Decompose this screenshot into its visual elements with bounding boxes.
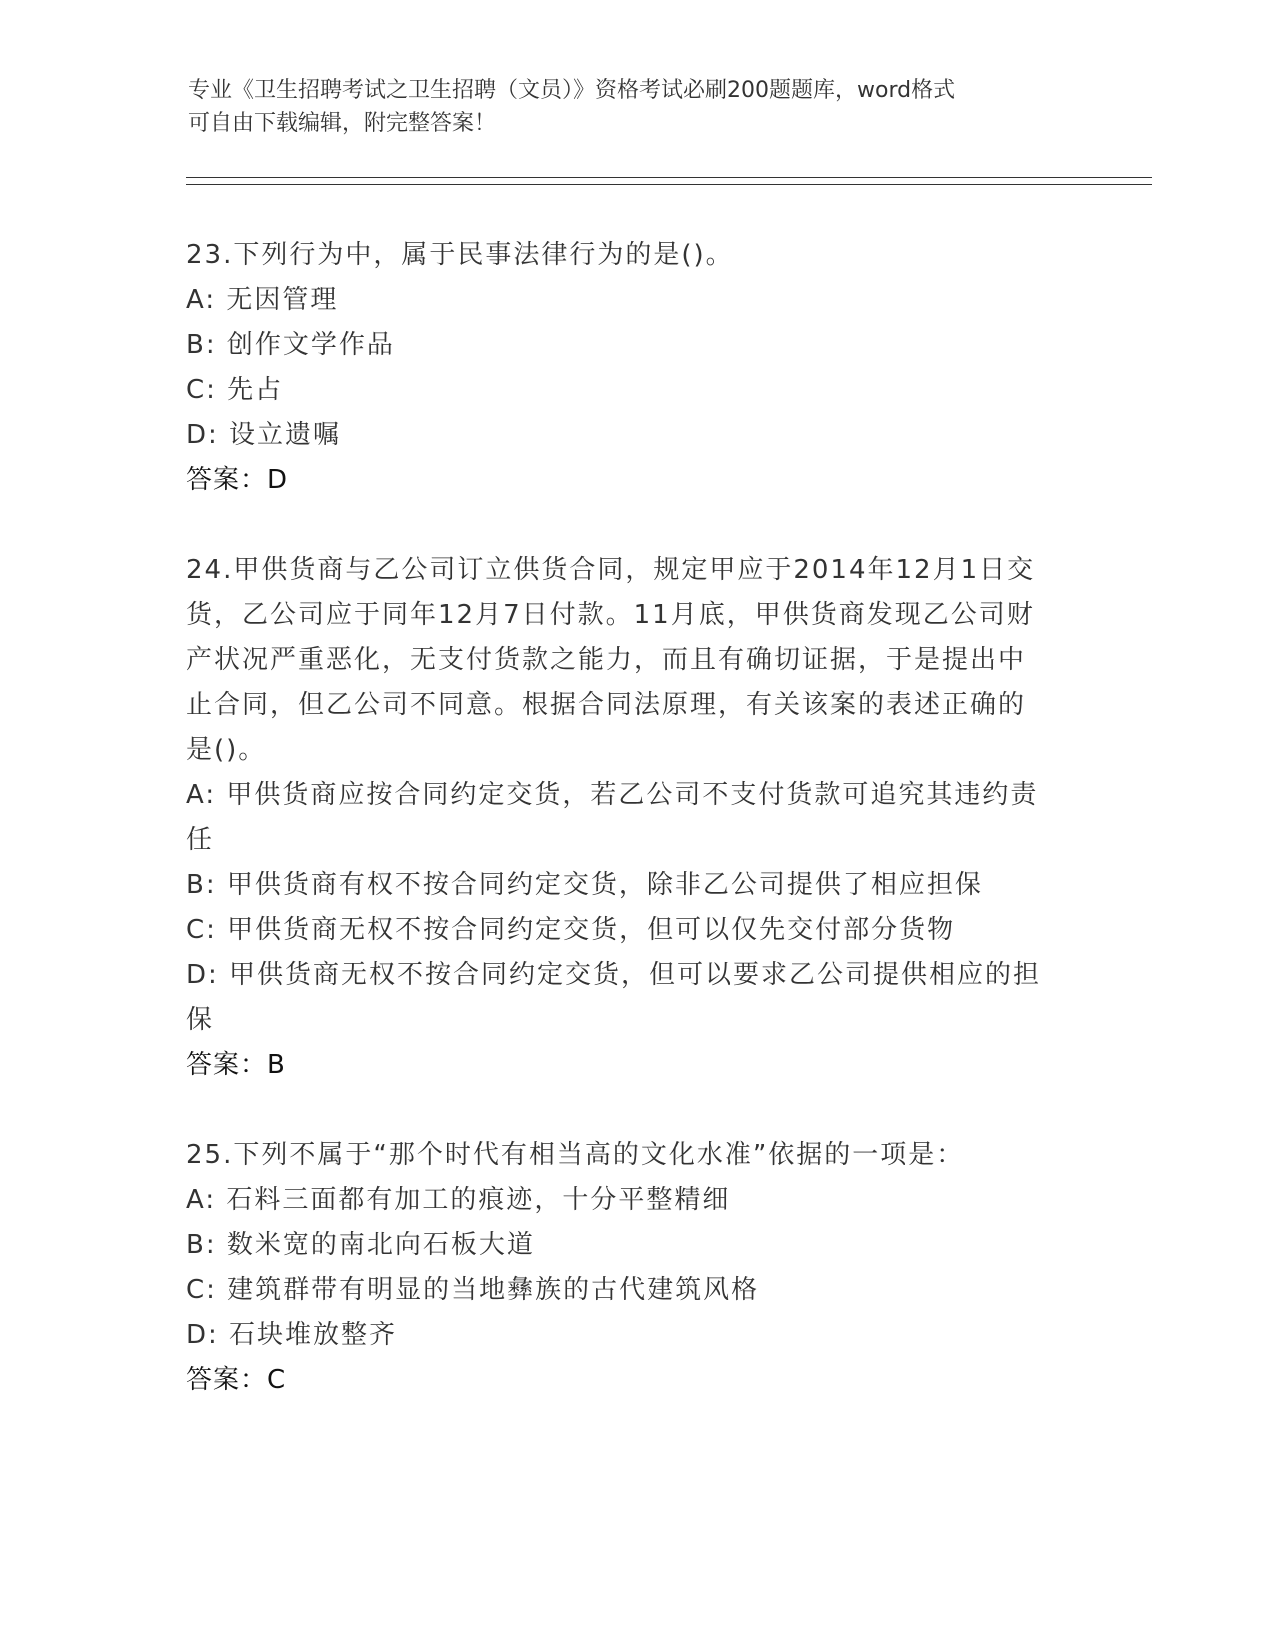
question-text: 24.甲供货商与乙公司订立供货合同，规定甲应于2014年12月1日交 [186, 555, 1036, 585]
answer-label: 答案：B [186, 1050, 286, 1080]
option-d: D: 设立遗嘱 [186, 420, 342, 450]
question-text: 产状况严重恶化，无支付货款之能力，而且有确切证据，于是提出中 [186, 645, 1027, 675]
header-line: 可自由下载编辑，附完整答案！ [188, 111, 497, 136]
question-text: 是()。 [186, 735, 267, 765]
option-d: D: 石块堆放整齐 [186, 1320, 398, 1350]
option-d-continued: 保 [186, 1005, 215, 1035]
option-a: A: 无因管理 [186, 285, 339, 315]
header-divider [186, 177, 1152, 185]
option-c: C: 甲供货商无权不按合同约定交货，但可以仅先交付部分货物 [186, 915, 956, 945]
option-a: A: 石料三面都有加工的痕迹，十分平整精细 [186, 1185, 731, 1215]
document-header [188, 74, 1088, 140]
option-c: C: 建筑群带有明显的当地彝族的古代建筑风格 [186, 1275, 760, 1305]
question-text: 货，乙公司应于同年12月7日付款。11月底，甲供货商发现乙公司财 [186, 600, 1035, 630]
question-text: 25.下列不属于“那个时代有相当高的文化水准”依据的一项是： [186, 1140, 965, 1170]
question-text: 止合同，但乙公司不同意。根据合同法原理，有关该案的表述正确的 [186, 690, 1027, 720]
question-25 [186, 1133, 1086, 1403]
option-a-continued: 任 [186, 825, 215, 855]
option-b: B: 甲供货商有权不按合同约定交货，除非乙公司提供了相应担保 [186, 870, 983, 900]
option-d: D: 甲供货商无权不按合同约定交货，但可以要求乙公司提供相应的担 [186, 960, 1042, 990]
question-24 [186, 548, 1086, 1088]
option-c: C: 先占 [186, 375, 284, 405]
question-text: 23.下列行为中，属于民事法律行为的是()。 [186, 240, 734, 270]
option-a: A: 甲供货商应按合同约定交货，若乙公司不支付货款可追究其违约责 [186, 780, 1039, 810]
option-b: B: 数米宽的南北向石板大道 [186, 1230, 535, 1260]
answer-label: 答案：C [186, 1365, 287, 1395]
option-b: B: 创作文学作品 [186, 330, 395, 360]
answer-label: 答案：D [186, 465, 289, 495]
question-23 [186, 233, 1086, 503]
header-line: 专业《卫生招聘考试之卫生招聘（文员）》资格考试必刷200题题库，word格式 [188, 78, 956, 103]
question-list [186, 233, 1086, 1448]
